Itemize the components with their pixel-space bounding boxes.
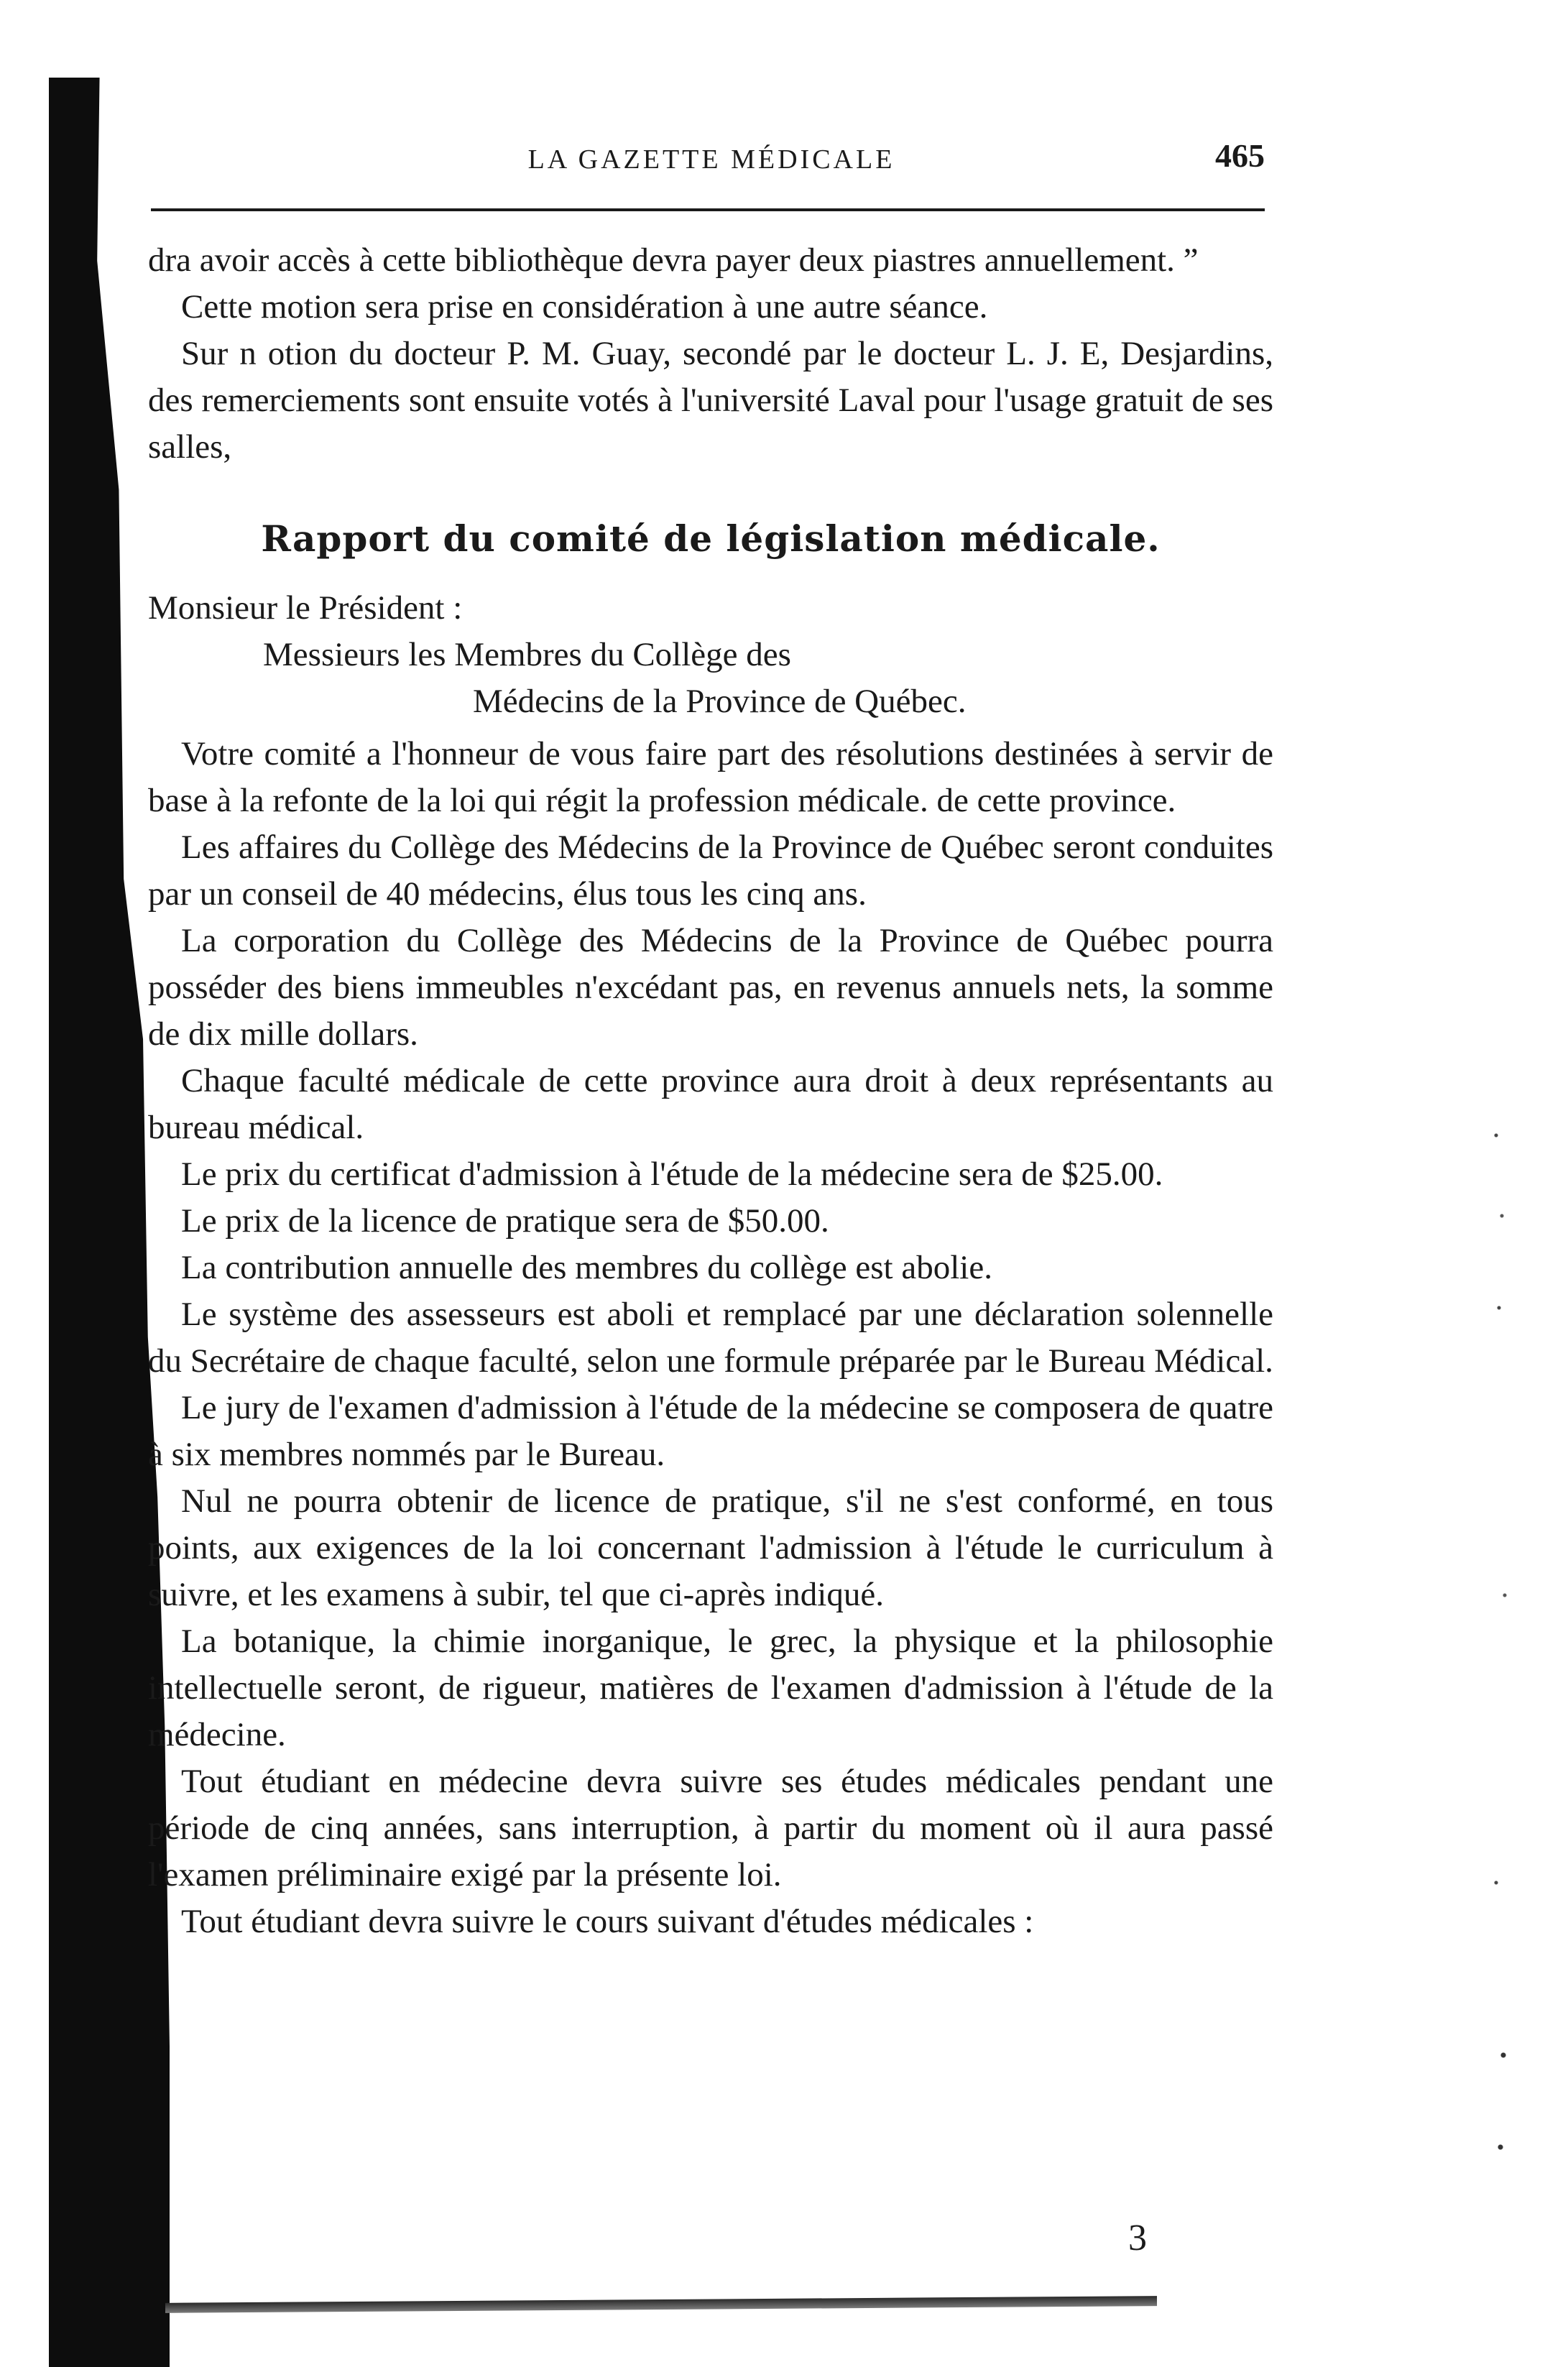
paragraph: Tout étudiant en médecine devra suivre ses études médicales pendant une période de cinq années, sans interruption, à partir du moment où il aura passé l'examen préliminaire exigé par la présente loi. xyxy=(148,1763,1273,1893)
page-header xyxy=(158,137,1265,194)
paragraph: Le prix du certificat d'admission à l'étude de la médecine sera de $25.00. xyxy=(181,1155,1163,1193)
paragraph: Tout étudiant devra suivre le cours suivant d'études médicales : xyxy=(181,1903,1034,1940)
paragraph: Le prix de la licence de pratique sera de $50.00. xyxy=(181,1202,829,1240)
body-text xyxy=(148,237,1273,1945)
paragraph: Le jury de l'examen d'admission à l'étude de la médecine se composera de quatre à six membres nommés par le Bureau. xyxy=(148,1389,1273,1473)
address-line: Messieurs les Membres du Collège des xyxy=(263,636,791,673)
header-rule xyxy=(151,208,1265,211)
running-title: LA GAZETTE MÉDICALE xyxy=(527,144,895,175)
salutation: Monsieur le Président : xyxy=(148,589,463,627)
address-line: Médecins de la Province de Québec. xyxy=(473,683,967,720)
paragraph: La botanique, la chimie inorganique, le grec, la physique et la philosophie intellectuelle seront, de rigueur, matières de l'examen d'admission à l'étude de la médecine. xyxy=(148,1623,1273,1753)
paragraph: Nul ne pourra obtenir de licence de pratique, s'il ne s'est conformé, en tous points, aux exigences de la loi concernant l'admission à l'étude le curriculum à suivre, et les examens à subir, tel que ci-après indiqué. xyxy=(148,1482,1273,1613)
paragraph: Votre comité a l'honneur de vous faire part des résolutions destinées à servir de base à la refonte de la loi qui régit la profession médicale. de cette province. xyxy=(148,735,1273,819)
paragraph: dra avoir accès à cette bibliothèque devra payer deux piastres annuellement. ” xyxy=(148,241,1199,279)
paragraph: Le système des assesseurs est aboli et remplacé par une déclaration solennelle du Secrétaire de chaque faculté, selon une formule préparée par le Bureau Médical. xyxy=(148,1296,1273,1380)
page-number: 465 xyxy=(1215,137,1265,174)
scan-specks xyxy=(1488,1078,1516,2228)
section-heading: Rapport du comité de législation médicale. xyxy=(261,517,1161,560)
paragraph: La contribution annuelle des membres du collège est abolie. xyxy=(181,1249,992,1286)
scan-bottom-edge xyxy=(165,2296,1157,2313)
paragraph: La corporation du Collège des Médecins de la Province de Québec pourra posséder des biens immeubles n'excédant pas, en revenus annuels nets, la somme de dix mille dollars. xyxy=(148,922,1273,1053)
signature-mark: 3 xyxy=(1128,2218,1147,2258)
paragraph: Chaque faculté médicale de cette province aura droit à deux représentants au bureau médical. xyxy=(148,1062,1273,1146)
paragraph: Sur n otion du docteur P. M. Guay, secondé par le docteur L. J. E, Desjardins, des remerciements sont ensuite votés à l'université Laval pour l'usage gratuit de ses salles, xyxy=(148,335,1273,466)
paragraph: Cette motion sera prise en considération à une autre séance. xyxy=(181,288,988,326)
paragraph: Les affaires du Collège des Médecins de la Province de Québec seront conduites par un conseil de 40 médecins, élus tous les cinq ans. xyxy=(148,829,1273,913)
